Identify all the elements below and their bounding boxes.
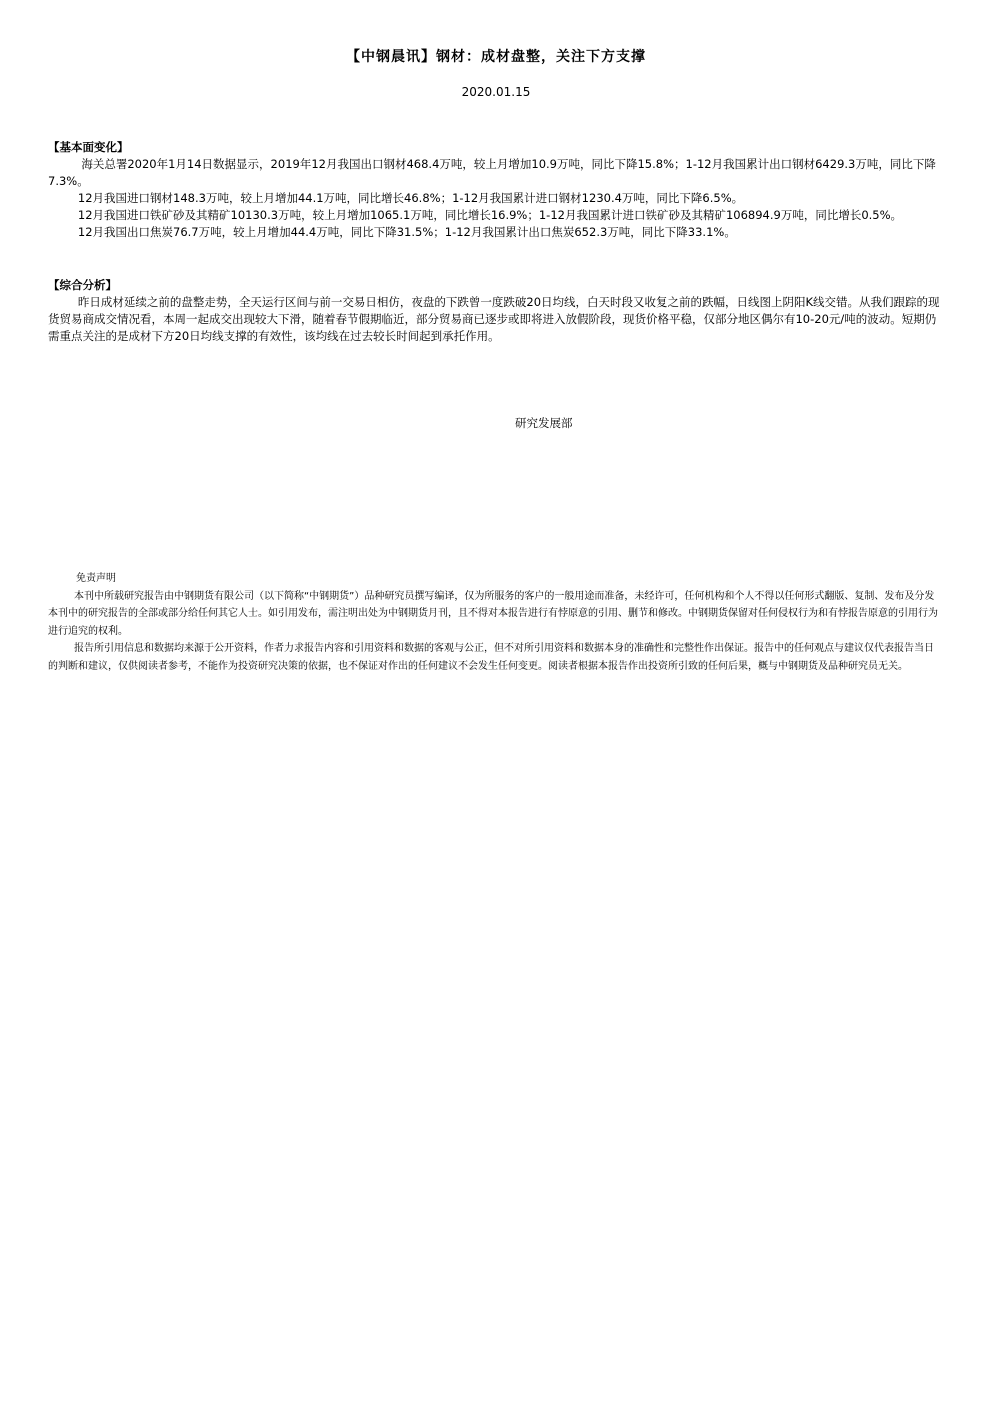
fundamentals-paragraph: 12月我国进口钢材148.3万吨，较上月增加44.1万吨，同比增长46.8%；1-12月我国累计进口钢材1230.4万吨，同比下降6.5%。 <box>77 191 744 205</box>
analysis-heading: 【综合分析】 <box>48 278 117 292</box>
fundamentals-section <box>48 139 944 241</box>
disclaimer-paragraph: 本刊中所载研究报告由中钢期货有限公司（以下简称“中钢期货”）品种研究员撰写编译，仅为所服务的客户的一般用途而准备，未经许可，任何机构和个人不得以任何形式翻版、复制、发布及分发本刊中的研究报告的全部或部分给任何其它人士。如引用发布，需注明出处为中钢期货月刊，且不得对本报告进行有悖原意的引用、删节和修改。中钢期货保留对任何侵权行为和有悖报告原意的引用行为进行追究的权利。 <box>48 590 938 637</box>
document-date: 2020.01.15 <box>461 85 531 99</box>
analysis-paragraph: 昨日成材延续之前的盘整走势，全天运行区间与前一交易日相仿，夜盘的下跌曾一度跌破20日均线，白天时段又收复之前的跌幅，日线图上阴阳K线交错。从我们跟踪的现货贸易商成交情况看，本周一起成交出现较大下滑，随着春节假期临近，部分贸易商已逐步或即将进入放假阶段，现货价格平稳，仅部分地区偶尔有10-20元/吨的波动。短期仍需重点关注的是成材下方20日均线支撑的有效性，该均线在过去较长时间起到承托作用。 <box>48 295 940 343</box>
department-signature: 研究发展部 <box>515 416 573 430</box>
analysis-section <box>48 277 944 345</box>
disclaimer-section <box>48 570 938 675</box>
disclaimer-paragraph: 报告所引用信息和数据均来源于公开资料，作者力求报告内容和引用资料和数据的客观与公正，但不对所引用资料和数据本身的准确性和完整性作出保证。报告中的任何观点与建议仅代表报告当日的判断和建议，仅供阅读者参考，不能作为投资研究决策的依据，也不保证对作出的任何建议不会发生任何变更。阅读者根据本报告作出投资所引致的任何后果，概与中钢期货及品种研究员无关。 <box>48 643 934 672</box>
disclaimer-title: 免责声明 <box>76 573 116 584</box>
document-title: 【中钢晨讯】钢材：成材盘整，关注下方支撑 <box>346 49 646 65</box>
fundamentals-paragraph: 12月我国进口铁矿砂及其精矿10130.3万吨，较上月增加1065.1万吨，同比增长16.9%；1-12月我国累计进口铁矿砂及其精矿106894.9万吨，同比增长0.5%。 <box>77 208 903 222</box>
fundamentals-heading: 【基本面变化】 <box>48 140 129 154</box>
fundamentals-paragraph: 海关总署2020年1月14日数据显示，2019年12月我国出口钢材468.4万吨，较上月增加10.9万吨，同比下降15.8%；1-12月我国累计出口钢材6429.3万吨，同比下降7.3%。 <box>48 157 936 188</box>
fundamentals-paragraph: 12月我国出口焦炭76.7万吨，较上月增加44.4万吨，同比下降31.5%；1-12月我国累计出口焦炭652.3万吨，同比下降33.1%。 <box>77 225 736 239</box>
